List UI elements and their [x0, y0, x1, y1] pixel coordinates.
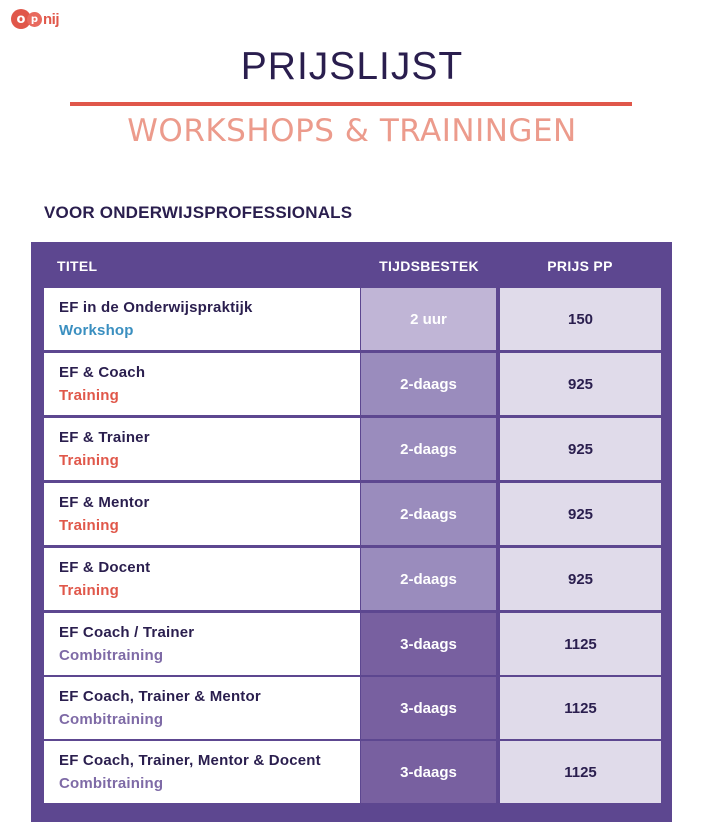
duration-cell: 2-daags [361, 483, 496, 545]
course-name: EF & Docent [59, 559, 151, 576]
course-type: Combitraining [59, 711, 164, 728]
table-header [31, 242, 672, 287]
duration-cell: 2 uur [361, 288, 496, 350]
price-cell: 925 [500, 353, 661, 415]
title-cell [44, 353, 360, 415]
table-row [44, 741, 661, 803]
page-subtitle: WORKSHOPS & TRAININGEN [127, 113, 577, 149]
course-type: Training [59, 452, 119, 469]
duration-cell: 2-daags [361, 418, 496, 480]
course-type: Combitraining [59, 775, 164, 792]
duration-cell: 2-daags [361, 548, 496, 610]
section-title: VOOR ONDERWIJSPROFESSIONALS [44, 203, 353, 222]
column-header-prijs: PRIJS PP [547, 258, 613, 274]
table-row [44, 548, 661, 610]
logo-mark: o [11, 9, 31, 29]
title-divider [70, 102, 632, 106]
course-name: EF & Mentor [59, 494, 150, 511]
table-row [44, 613, 661, 675]
table-row [44, 418, 661, 480]
duration-cell: 3-daags [361, 613, 496, 675]
page-title: PRIJSLIJST [240, 45, 464, 88]
table-row [44, 353, 661, 415]
column-header-titel: TITEL [57, 258, 98, 274]
course-type: Training [59, 582, 119, 599]
title-cell [44, 548, 360, 610]
price-cell: 925 [500, 483, 661, 545]
price-cell: 1125 [500, 677, 661, 739]
duration-cell: 3-daags [361, 677, 496, 739]
course-type: Training [59, 387, 119, 404]
table-row [44, 288, 661, 350]
column-header-tijdsbestek: TIJDSBESTEK [379, 258, 479, 274]
title-cell [44, 677, 360, 739]
price-cell: 1125 [500, 741, 661, 803]
title-cell [44, 741, 360, 803]
course-name: EF & Coach [59, 364, 146, 381]
price-cell: 150 [500, 288, 661, 350]
title-cell [44, 288, 360, 350]
title-cell [44, 613, 360, 675]
price-cell: 925 [500, 418, 661, 480]
course-name: EF in de Onderwijspraktijk [59, 299, 253, 316]
title-cell [44, 483, 360, 545]
course-name: EF & Trainer [59, 429, 150, 446]
logo-mark-small: p [27, 12, 42, 27]
course-type: Workshop [59, 322, 134, 339]
duration-cell: 2-daags [361, 353, 496, 415]
course-type: Training [59, 517, 119, 534]
course-name: EF Coach / Trainer [59, 624, 195, 641]
table-row [44, 483, 661, 545]
price-cell: 1125 [500, 613, 661, 675]
duration-cell: 3-daags [361, 741, 496, 803]
opnij-logo [11, 7, 59, 31]
table-row [44, 677, 661, 739]
price-table [31, 242, 672, 822]
logo-text: nij [43, 10, 59, 28]
course-type: Combitraining [59, 647, 164, 664]
course-name: EF Coach, Trainer & Mentor [59, 688, 261, 705]
price-cell: 925 [500, 548, 661, 610]
title-cell [44, 418, 360, 480]
course-name: EF Coach, Trainer, Mentor & Docent [59, 752, 321, 769]
